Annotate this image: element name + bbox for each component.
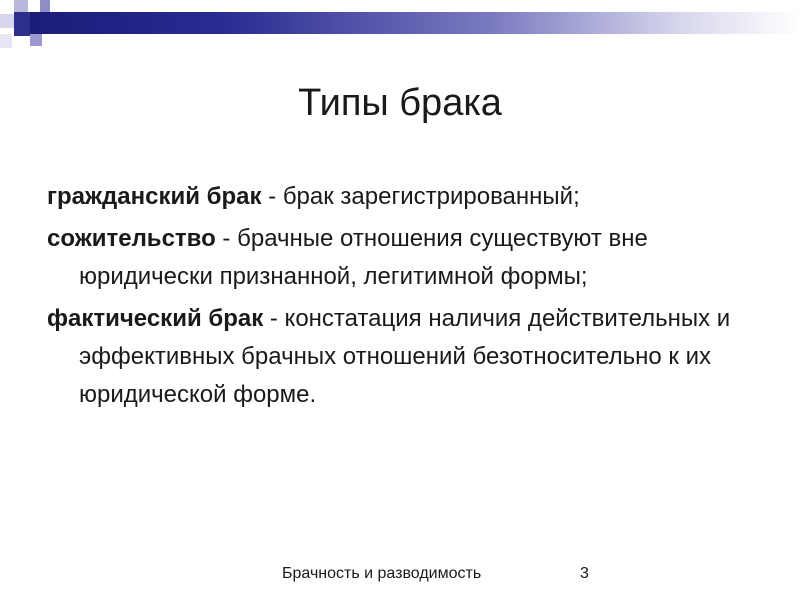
decor-square <box>0 34 12 48</box>
definitions-list <box>47 178 767 418</box>
definition-term: фактический брак <box>47 305 264 332</box>
footer-label: Брачность и разводимость <box>282 565 482 582</box>
definition-term: гражданский брак <box>47 183 262 210</box>
definition-item <box>47 178 767 216</box>
definition-item <box>47 220 767 296</box>
definition-item <box>47 300 767 414</box>
decor-square <box>14 12 30 36</box>
slide-title: Типы брака <box>298 82 502 124</box>
decor-square <box>40 0 50 12</box>
definition-term: сожительство <box>47 225 216 252</box>
decor-square <box>0 14 14 28</box>
page-number: 3 <box>580 565 589 582</box>
definition-text: - констатация наличия действительных и эффективных брачных отношений безотносительно к их юридической форме. <box>79 305 731 408</box>
definition-text: - брачные отношения существуют вне юридически признанной, легитимной формы; <box>79 225 648 290</box>
decor-square <box>30 34 42 46</box>
header-decoration-band <box>28 12 800 34</box>
definition-text: - брак зарегистрированный; <box>261 183 580 210</box>
